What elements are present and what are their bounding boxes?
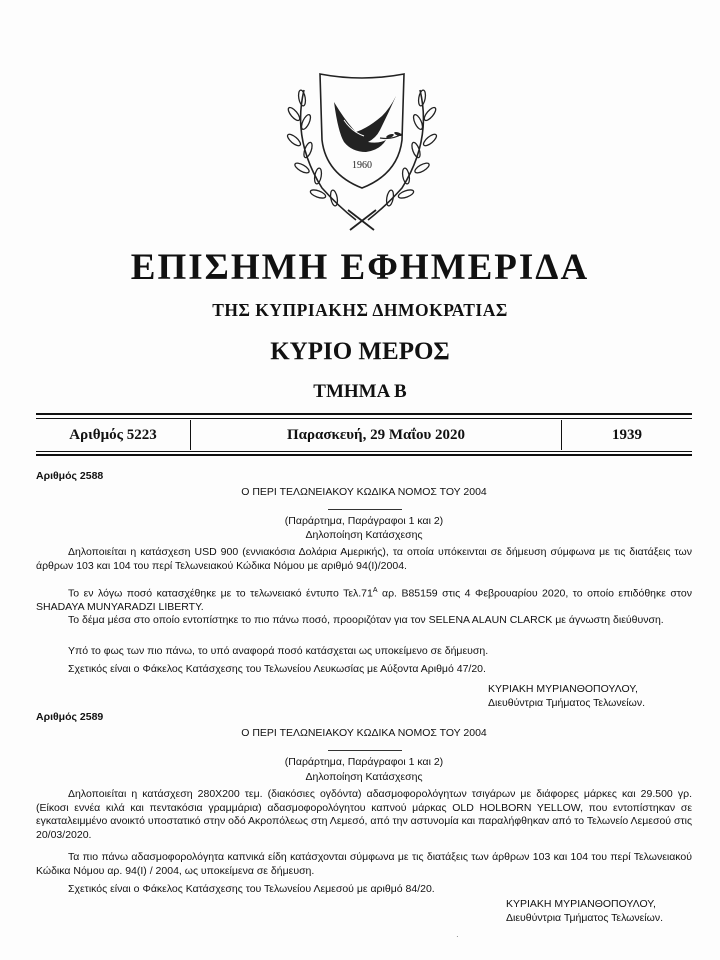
notice-paragraph: Το δέμα μέσα στο οποίο εντοπίστηκε το πιο πάνω ποσό, προοριζόταν για τον SELENA ALAUN CLARCK με άγνωστη διεύθυνση. (68, 614, 664, 626)
issue-date: Παρασκευή, 29 Μαΐου 2020 (286, 427, 466, 443)
gazette-title: ΕΠΙΣΗΜΗ ΕΦΗΜΕΡΙΔΑ (130, 247, 590, 288)
notice-paragraph: Υπό το φως των πιο πάνω, το υπό αναφορά ποσό κατάσχεται ως υποκείμενο σε δήμευση. (68, 645, 489, 657)
notice-paragraph: Δηλοποιείται η κατάσχεση 280X200 τεμ. (διακόσιες ογδόντα) αδασμοφορολόγητων τσιγάρων με διάφορες μάρκες και 29.500 γρ. (Είκοσι εννέα κιλά και πεντακόσια γραμμάρια) αδασμοφορολόγητου καπνού μάρκας OLD HOLBORN YELLOW, που εντοπίστηκαν σε εγκαταλειμμένο ανοικτό υποστατικό στην οδό Ακροπόλεως στη Λεμεσό, από την αστυνομία και παραλήφθηκαν από το Τελωνείο Λεμεσού στις 20/03/2020. (36, 788, 692, 841)
signatory-name: ΚΥΡΙΑΚΗ ΜΥΡΙΑΝΘΟΠΟΥΛΟΥ, (506, 898, 656, 910)
notice-heading: Δηλοποίηση Κατάσχεσης (305, 771, 423, 783)
page-number: 1939 (612, 427, 642, 443)
notice-number: Αριθμός 2588 (36, 470, 104, 482)
form-reference: Το εν λόγω ποσό κατασχέθηκε με το τελωνειακό έντυπο Τελ.71 (68, 587, 373, 600)
notice-heading: Δηλοποίηση Κατάσχεσης (305, 529, 423, 541)
issue-number: Αριθμός 5223 (69, 427, 157, 443)
gazette-section: ΤΜΗΜΑ Β (313, 381, 407, 402)
coat-of-arms-emblem (282, 70, 442, 232)
bottom-rule-thin (36, 451, 692, 452)
notice-paragraph: Τα πιο πάνω αδασμοφορολόγητα καπνικά είδη κατάσχονται σύμφωνα με τις διατάξεις των άρθρων 103 και 104 του περί Τελωνειακού Κώδικα Νόμου αρ. 94(I) / 2004, ως υποκείμενα σε δήμευση. (36, 851, 692, 877)
bottom-rule-thick (36, 454, 692, 456)
notice-paragraph: Σχετικός είναι ο Φάκελος Κατάσχεσης του Τελωνείου Λευκωσίας με Αύξοντα Αριθμό 47/20. (68, 663, 486, 675)
emblem-year: 1960 (352, 160, 372, 171)
notice-divider (328, 509, 402, 510)
notice-annex: (Παράρτημα, Παράγραφοι 1 και 2) (284, 756, 444, 768)
notice-annex: (Παράρτημα, Παράγραφοι 1 και 2) (284, 515, 444, 527)
notice-law-title: Ο ΠΕΡΙ ΤΕΛΩΝΕΙΑΚΟΥ ΚΩΔΙΚΑ ΝΟΜΟΣ ΤΟΥ 2004 (241, 727, 487, 739)
form-superscript: A (372, 587, 378, 594)
signatory-title: Διευθύντρια Τμήματος Τελωνείων. (488, 697, 645, 709)
signatory-title: Διευθύντρια Τμήματος Τελωνείων. (506, 912, 663, 924)
top-rule-thick (36, 413, 692, 415)
notice-paragraph: Σχετικός είναι ο Φάκελος Κατάσχεσης του Τελωνείου Λεμεσού με αριθμό 84/20. (68, 883, 435, 895)
notice-paragraph: Δηλοποιείται η κατάσχεση USD 900 (εννιακόσια Δολάρια Αμερικής), τα οποία υπόκεινται σε δήμευση σύμφωνα με τις διατάξεις των άρθρων 103 και 104 του περί Τελωνειακού Κώδικα Νόμου με αριθμό 94(I)/2004. (36, 546, 692, 572)
issue-info-bar (36, 420, 692, 450)
notice-number: Αριθμός 2589 (36, 711, 104, 723)
notice-divider (328, 750, 402, 751)
top-rule-thin (36, 418, 692, 419)
scan-mark: · (456, 932, 459, 941)
form-reference-tail: αρ. B85159 στις 4 Φεβρουαρίου 2020, το οποίο επιδόθηκε στον SHADAYA MUNYARADZI LIBERTY. (36, 587, 692, 613)
notice-paragraph (36, 584, 692, 615)
notice-law-title: Ο ΠΕΡΙ ΤΕΛΩΝΕΙΑΚΟΥ ΚΩΔΙΚΑ ΝΟΜΟΣ ΤΟΥ 2004 (241, 486, 487, 498)
gazette-subtitle: ΤΗΣ ΚΥΠΡΙΑΚΗΣ ΔΗΜΟΚΡΑΤΙΑΣ (212, 300, 508, 320)
signatory-name: ΚΥΡΙΑΚΗ ΜΥΡΙΑΝΘΟΠΟΥΛΟΥ, (488, 683, 638, 695)
gazette-part: ΚΥΡΙΟ ΜΕΡΟΣ (270, 338, 450, 365)
